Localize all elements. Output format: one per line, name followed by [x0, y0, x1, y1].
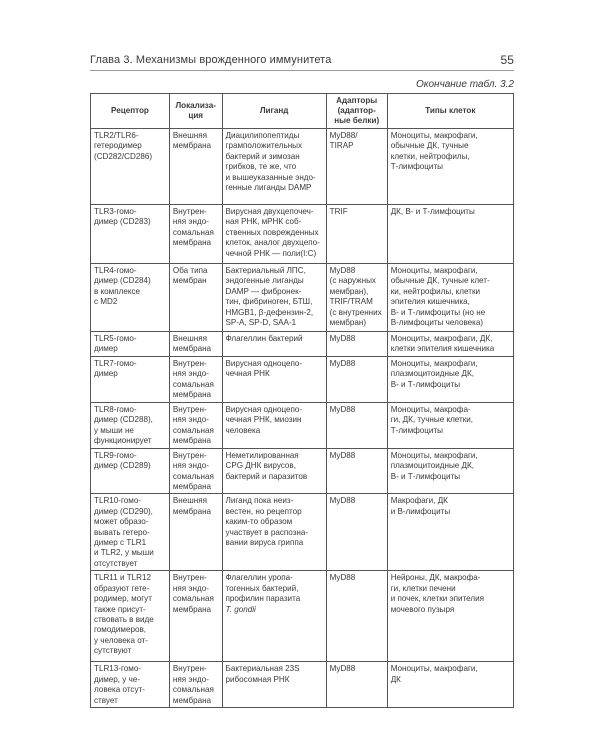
cell-cell-types: Моноциты, макрофаги, обычные ДК, тучные клетки, нейтрофилы, Т-лимфоциты	[387, 129, 513, 205]
column-header-ligand: Лиганд	[222, 94, 326, 129]
cell-ligand: Флагеллин бактерий	[222, 332, 326, 357]
cell-ligand: Неметилированная CPG ДНК вирусов, бактерий и паразитов	[222, 448, 326, 494]
table-row	[91, 571, 514, 662]
cell-ligand: Лиганд пока неиз- вестен, но рецептор каким-то образом участвует в распозна- вании вируса гриппа	[222, 494, 326, 571]
table-header-row	[91, 94, 514, 129]
cell-receptor: TLR9-гомо- димер (CD289)	[91, 448, 170, 494]
cell-cell-types: Моноциты, макрофаги, плазмоцитоидные ДК, В- и Т-лимфоциты	[387, 448, 513, 494]
cell-localization: Внутрен- няя эндо- сомальная мембрана	[169, 448, 222, 494]
cell-localization: Внутрен- няя эндо- сомальная мембрана	[169, 402, 222, 448]
cell-cell-types: ДК, В- и Т-лимфоциты	[387, 205, 513, 264]
cell-receptor: TLR13-гомо- димер, у че- ловека отсут- ствует	[91, 662, 170, 708]
tlr-table	[90, 93, 514, 708]
chapter-title: Глава 3. Механизмы врожденного иммунитета	[90, 54, 332, 66]
table-row	[91, 448, 514, 494]
cell-localization: Оба типа мембран	[169, 264, 222, 332]
table-row	[91, 264, 514, 332]
cell-ligand: Вирусная одноцепо- чечная РНК	[222, 356, 326, 402]
cell-ligand: Вирусная одноцепо- чечная РНК, миозин человека	[222, 402, 326, 448]
cell-adaptors: MyD88	[326, 662, 387, 708]
cell-ligand: Вирусная двухцепочеч- ная РНК, мРНК соб- ственных поврежденных клеток, аналог двухцепо- чечной РНК — поли(I:C)	[222, 205, 326, 264]
cell-localization: Внутрен- няя эндо- сомальная мембрана	[169, 571, 222, 662]
cell-receptor: TLR11 и TLR12 образуют гете- родимер, могут также присут- ствовать в виде гомодимеров, у человека от- сутствуют	[91, 571, 170, 662]
table-row	[91, 332, 514, 357]
cell-ligand: Диацилипопептиды грамположительных бактерий и зимозан грибков, те же, что и вышеуказанные эндо- генные лиганды DAMP	[222, 129, 326, 205]
cell-adaptors: MyD88	[326, 332, 387, 357]
cell-cell-types: Макрофаги, ДК и В-лимфоциты	[387, 494, 513, 571]
cell-cell-types: Моноциты, макрофаги, ДК, клетки эпителия кишечника	[387, 332, 513, 357]
cell-receptor: TLR8-гомо- димер (CD288), у мыши не функционирует	[91, 402, 170, 448]
cell-receptor: TLR7-гомо- димер	[91, 356, 170, 402]
page-number: 55	[500, 53, 514, 67]
column-header-cell-types: Типы клеток	[387, 94, 513, 129]
cell-ligand: Бактериальный ЛПС, эндогенные лиганды DAMP — фибронек- тин, фибриноген, БТШ, HMGB1, β-дефензин-2, SP-A, SP-D, SAA-1	[222, 264, 326, 332]
page-header	[90, 52, 514, 71]
table-row	[91, 129, 514, 205]
cell-localization: Внутрен- няя эндо- сомальная мембрана	[169, 662, 222, 708]
column-header-receptor: Рецептор	[91, 94, 170, 129]
cell-adaptors: MyD88	[326, 494, 387, 571]
cell-receptor: TLR5-гомо- димер	[91, 332, 170, 357]
table-row	[91, 662, 514, 708]
table-caption: Окончание табл. 3.2	[416, 79, 514, 90]
table-row	[91, 205, 514, 264]
cell-adaptors: MyD88	[326, 571, 387, 662]
cell-localization: Внутрен- няя эндо- сомальная мембрана	[169, 205, 222, 264]
cell-ligand-species: T. gondii	[225, 604, 256, 614]
cell-cell-types: Нейроны, ДК, макрофа- ги, клетки печени и почек, клетки эпителия мочевого пузыря	[387, 571, 513, 662]
cell-cell-types: Моноциты, макрофаги, плазмоцитоидные ДК, В- и Т-лимфоциты	[387, 356, 513, 402]
cell-receptor: TLR4-гомо- димер (CD284) в комплексе с MD2	[91, 264, 170, 332]
cell-cell-types: Моноциты, макрофаги, обычные ДК, тучные клет- ки, нейтрофилы, клетки эпителия кишечника, В- и Т-лимфоциты (но не В-лимфоциты человека)	[387, 264, 513, 332]
cell-ligand: Бактериальная 23S рибосомная РНК	[222, 662, 326, 708]
cell-receptor: TLR2/TLR6- гетеродимер (CD282/CD286)	[91, 129, 170, 205]
cell-localization: Внешняя мембрана	[169, 332, 222, 357]
cell-cell-types: Моноциты, макрофа- ги, ДК, тучные клетки, Т-лимфоциты	[387, 402, 513, 448]
column-header-adaptors: Адапторы (адаптор- ные белки)	[326, 94, 387, 129]
cell-adaptors: MyD88	[326, 356, 387, 402]
cell-cell-types: Моноциты, макрофаги, ДК	[387, 662, 513, 708]
column-header-localization: Локализа- ция	[169, 94, 222, 129]
cell-localization: Внешняя мембрана	[169, 494, 222, 571]
cell-localization: Внешняя мембрана	[169, 129, 222, 205]
table-row	[91, 356, 514, 402]
cell-ligand: Флагеллин уропа- тогенных бактерий, профилин паразита T. gondii	[222, 571, 326, 662]
cell-receptor: TLR3-гомо- димер (CD283)	[91, 205, 170, 264]
cell-adaptors: MyD88	[326, 448, 387, 494]
table-row	[91, 494, 514, 571]
cell-receptor: TLR10-гомо- димер (CD290), может образо- вывать гетеро- димер с TLR1 и TLR2, у мыши отсутствует	[91, 494, 170, 571]
cell-localization: Внутрен- няя эндо- сомальная мембрана	[169, 356, 222, 402]
cell-adaptors: MyD88	[326, 402, 387, 448]
cell-adaptors: MyD88/ TIRAP	[326, 129, 387, 205]
cell-adaptors: MyD88 (с наружных мембран), TRIF/TRAM (с внутренних мембран)	[326, 264, 387, 332]
cell-adaptors: TRIF	[326, 205, 387, 264]
table-row	[91, 402, 514, 448]
